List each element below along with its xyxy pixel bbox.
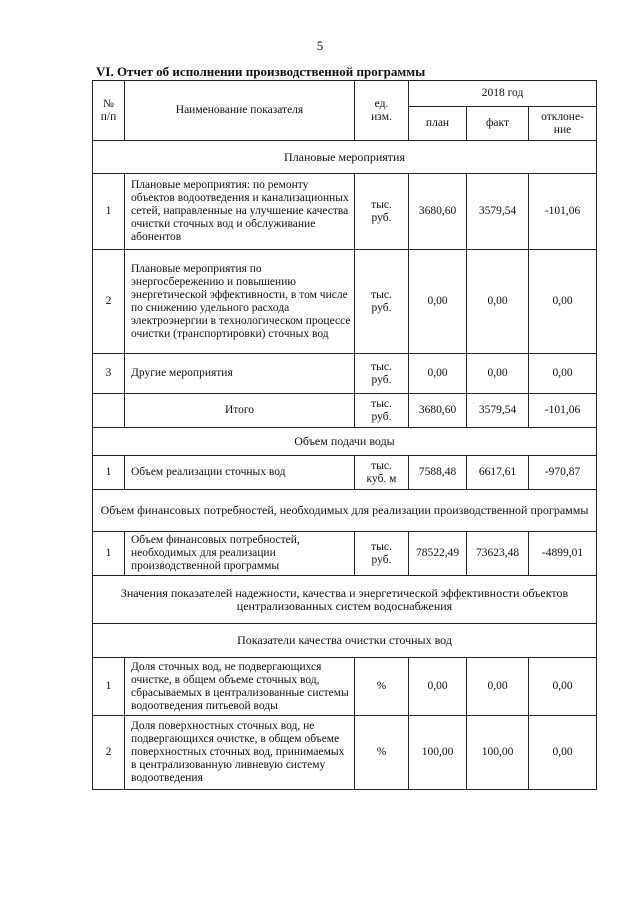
table-row <box>93 250 597 354</box>
row-unit: тыс. руб. <box>355 250 409 354</box>
row-plan: 3680,60 <box>409 394 467 428</box>
row-unit: тыс. руб. <box>355 394 409 428</box>
row-fact: 3579,54 <box>467 394 529 428</box>
row-num: 2 <box>93 716 125 790</box>
row-name: Плановые мероприятия по энергосбережению и повышению энергетической эффективности, в том числе по снижению удельного расхода электроэнергии в технологическом процессе очистки (транспортировки) сточных вод <box>125 250 355 354</box>
row-name: Доля сточных вод, не подвергающихся очистке, в общем объеме сточных вод, сбрасываемых в централизованные системы водоотведения питьевой воды <box>125 658 355 716</box>
row-fact: 0,00 <box>467 354 529 394</box>
row-plan: 0,00 <box>409 354 467 394</box>
header-name: Наименование показателя <box>125 81 355 141</box>
row-fact: 0,00 <box>467 250 529 354</box>
row-deviation: -101,06 <box>529 174 597 250</box>
table-row <box>93 532 597 576</box>
row-unit: % <box>355 658 409 716</box>
row-num <box>93 394 125 428</box>
table-row <box>93 658 597 716</box>
header-unit: ед. изм. <box>355 81 409 141</box>
row-num: 1 <box>93 174 125 250</box>
row-fact: 3579,54 <box>467 174 529 250</box>
header-plan: план <box>409 107 467 141</box>
row-num: 1 <box>93 532 125 576</box>
row-plan: 0,00 <box>409 250 467 354</box>
total-label: Итого <box>125 394 355 428</box>
section-indicators: Значения показателей надежности, качества и энергетической эффективности объектов централизованных систем водоснабжения <box>93 576 597 624</box>
row-plan: 100,00 <box>409 716 467 790</box>
row-name: Другие мероприятия <box>125 354 355 394</box>
row-plan: 0,00 <box>409 658 467 716</box>
row-unit: тыс. куб. м <box>355 456 409 490</box>
row-fact: 6617,61 <box>467 456 529 490</box>
row-num: 1 <box>93 658 125 716</box>
table-row <box>93 174 597 250</box>
header-deviation: отклоне- ние <box>529 107 597 141</box>
row-fact: 100,00 <box>467 716 529 790</box>
row-deviation: 0,00 <box>529 354 597 394</box>
header-fact: факт <box>467 107 529 141</box>
table-row <box>93 716 597 790</box>
section-quality: Показатели качества очистки сточных вод <box>93 624 597 658</box>
row-deviation: -4899,01 <box>529 532 597 576</box>
table-row <box>93 456 597 490</box>
row-unit: тыс. руб. <box>355 532 409 576</box>
section-water-volume: Объем подачи воды <box>93 428 597 456</box>
row-unit: тыс. руб. <box>355 174 409 250</box>
row-deviation: -101,06 <box>529 394 597 428</box>
report-table <box>92 80 597 790</box>
row-plan: 3680,60 <box>409 174 467 250</box>
row-deviation: -970,87 <box>529 456 597 490</box>
row-fact: 0,00 <box>467 658 529 716</box>
row-deviation: 0,00 <box>529 716 597 790</box>
row-num: 1 <box>93 456 125 490</box>
section-financial: Объем финансовых потребностей, необходимых для реализации производственной программы <box>93 490 597 532</box>
page-number: 5 <box>316 38 324 53</box>
row-deviation: 0,00 <box>529 658 597 716</box>
row-name: Объем финансовых потребностей, необходимых для реализации производственной программы <box>125 532 355 576</box>
row-deviation: 0,00 <box>529 250 597 354</box>
table-row <box>93 354 597 394</box>
row-name: Объем реализации сточных вод <box>125 456 355 490</box>
row-num: 2 <box>93 250 125 354</box>
section-planned: Плановые мероприятия <box>93 141 597 174</box>
row-plan: 78522,49 <box>409 532 467 576</box>
total-row <box>93 394 597 428</box>
row-unit: % <box>355 716 409 790</box>
section-title: VI. Отчет об исполнении производственной программы <box>96 64 426 79</box>
row-num: 3 <box>93 354 125 394</box>
row-fact: 73623,48 <box>467 532 529 576</box>
row-name: Доля поверхностных сточных вод, не подвергающихся очистке, в общем объеме поверхностных сточных вод, принимаемых в централизованную ливневую систему водоотведения <box>125 716 355 790</box>
row-plan: 7588,48 <box>409 456 467 490</box>
row-name: Плановые мероприятия: по ремонту объектов водоотведения и канализационных сетей, направленные на улучшение качества очистки сточных вод и обслуживание абонентов <box>125 174 355 250</box>
header-num: № п/п <box>93 81 125 141</box>
row-unit: тыс. руб. <box>355 354 409 394</box>
header-year: 2018 год <box>409 81 597 107</box>
